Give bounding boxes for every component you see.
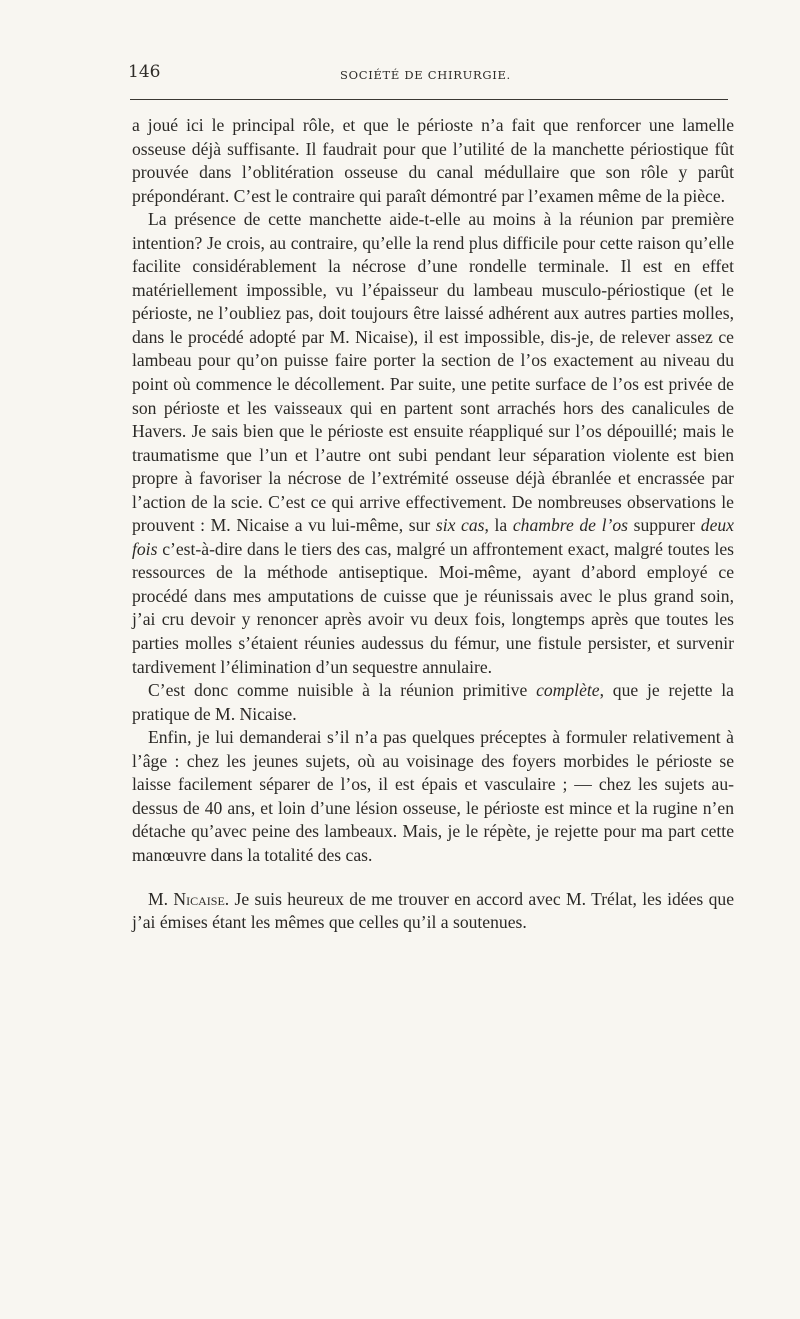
text-run: a joué ici le principal rôle, et que le périoste n’a fait que renforcer une lamelle osseuse déjà suffisante. Il faudrait pour que l’utilité de la manchette périostique fût prouvée dans l’oblitération osseuse du canal médullaire que son rôle y parût prépondérant. C’est le contraire qui paraît démontré par l’examen même de la pièce. bbox=[132, 115, 734, 206]
paragraph-p2 bbox=[132, 208, 734, 679]
paragraph-gap bbox=[132, 868, 734, 888]
page-number: 146 bbox=[128, 62, 161, 82]
italic-run: chambre de l’os bbox=[512, 515, 628, 536]
paragraph-p4 bbox=[132, 726, 734, 867]
page-header bbox=[128, 62, 732, 88]
italic-run: complète bbox=[536, 680, 600, 701]
text-run: , que je rejette la pratique de M. Nicaise. bbox=[132, 680, 734, 724]
body-text bbox=[132, 114, 734, 935]
text-run: c’est-à-dire dans le tiers des cas, malgré un affrontement exact, malgré toutes les ressources de la méthode antiseptique. Moi-même, ayant d’abord employé ce procédé dans mes amputations de cuisse que je réunissais avec le plus grand soin, j’ai cru devoir y renoncer après avoir vu deux fois, longtemps après que toutes les parties molles s’étaient réunies audessus du fémur, une fistule persister, et survenir tardivement l’élimination d’un sequestre annulaire. bbox=[132, 538, 734, 677]
text-run: La présence de cette manchette aide-t-elle au moins à la réunion par première intention? Je crois, au contraire, qu’elle la rend plus difficile pour cette raison qu’elle facilite considérablement la nécrose d’une rondelle terminale. Il est en effet matériellement impossible, vu l’épaisseur du lambeau musculo-périostique (et le périoste, ne l’oubliez pas, doit toujours être laissé adhérent aux autres parties molles, dans le procédé adopté par M. Nicaise), il est impossible, dis-je, de relever assez ce lambeau pour qu’on puisse faire porter la section de l’os exactement au niveau du point où commence le décollement. Par suite, une petite surface de l’os est privée de son périoste et les vaisseaux qui en partent sont arrachés hors des canalicules de Havers. Je sais bien que le périoste est ensuite réappliqué sur l’os dépouillé; mais le traumatisme que l’un et l’autre ont subi pendant leur séparation violente est bien propre à favoriser la nécrose de l’extrémité osseuse déjà ébranlée et encrassée par l’action de la scie. C’est ce qui arrive effectivement. De nombreuses observations le prouvent : M. Nicaise a vu lui-même, sur bbox=[132, 209, 734, 536]
paragraph-p3 bbox=[132, 679, 734, 726]
italic-run: six cas bbox=[435, 515, 485, 536]
text-run: Enfin, je lui demanderai s’il n’a pas quelques préceptes à formuler relativement à l’âge : chez les jeunes sujets, où au voisinage des foyers morbides le périoste se laisse facilement séparer de l’os, il est épais et vasculaire ; — chez les sujets au-dessus de 40 ans, et loin d’une lésion osseuse, le périoste est mince et la rugine n’en détache qu’avec peine des lambeaux. Mais, je le répète, je rejette pour ma part cette manœuvre dans la totalité des cas. bbox=[132, 727, 734, 865]
running-head: SOCIÉTÉ DE CHIRURGIE. bbox=[340, 68, 511, 82]
text-run: . Je suis heureux de me trouver en accord avec M. Trélat, les idées que j’ai émises étant les mêmes que celles qu’il a soutenues. bbox=[132, 888, 734, 933]
text-run: M. bbox=[148, 888, 174, 909]
paragraph-p5 bbox=[132, 888, 734, 935]
text-run: C’est donc comme nuisible à la réunion primitive bbox=[148, 680, 537, 701]
paragraph-p1 bbox=[132, 114, 734, 208]
header-rule bbox=[130, 99, 728, 100]
text-run: suppurer bbox=[627, 515, 701, 536]
smallcaps-run: Nicaise bbox=[173, 888, 225, 909]
text-run: , la bbox=[484, 515, 513, 536]
italic-run: deux fois bbox=[132, 515, 734, 559]
